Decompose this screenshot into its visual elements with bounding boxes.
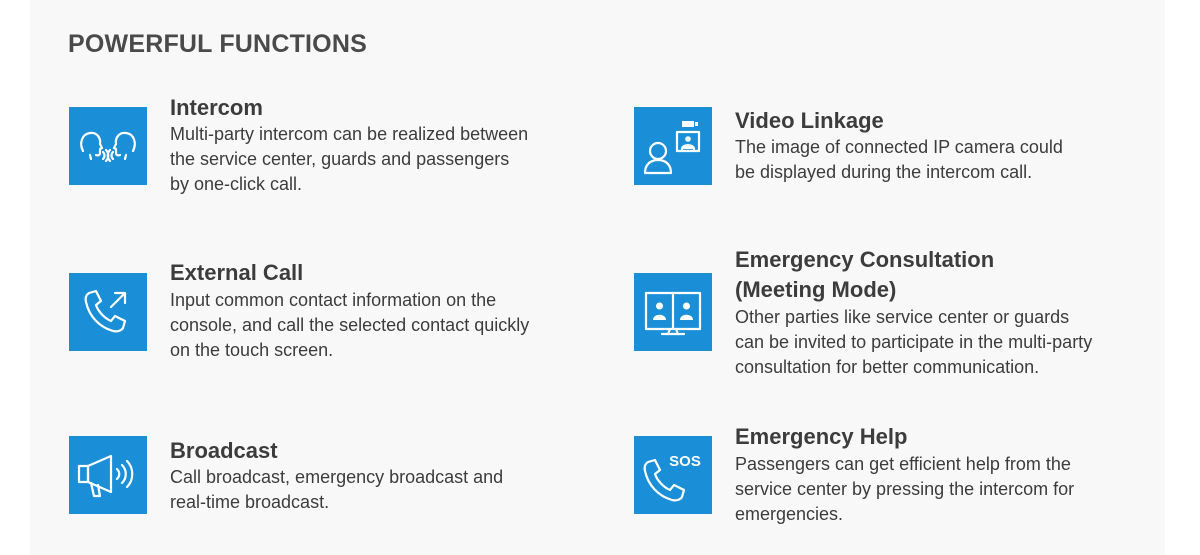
feature-title: Emergency Consultation (Meeting Mode) [735, 247, 995, 302]
feature-description: Multi-party intercom can be realized between the service center, guards and passengers by one-click call. [170, 124, 529, 194]
feature-description: Other parties like service center or guards can be invited to participate in the multi-party consultation for better communication. [735, 307, 1093, 377]
section-heading: POWERFUL FUNCTIONS [68, 30, 367, 58]
feature-title: Broadcast [170, 438, 278, 463]
feature-title: Video Linkage [735, 108, 884, 133]
video-person-icon [634, 107, 712, 185]
feature-description: Input common contact information on the console, and call the selected contact quickly on the touch screen. [170, 290, 530, 360]
feature-description: The image of connected IP camera could be displayed during the intercom call. [735, 137, 1063, 182]
sos-label: SOS [669, 453, 701, 470]
intercom-faces-icon [69, 107, 147, 185]
feature-description: Passengers can get efficient help from the service center by pressing the intercom for emergencies. [735, 454, 1075, 524]
megaphone-icon [69, 436, 147, 514]
phone-sos-icon [634, 436, 712, 514]
feature-title: Intercom [170, 95, 263, 120]
feature-title: External Call [170, 260, 304, 285]
feature-title: Emergency Help [735, 424, 908, 449]
feature-description: Call broadcast, emergency broadcast and real-time broadcast. [170, 467, 504, 512]
monitor-meeting-icon [634, 273, 712, 351]
phone-outgoing-icon [69, 273, 147, 351]
